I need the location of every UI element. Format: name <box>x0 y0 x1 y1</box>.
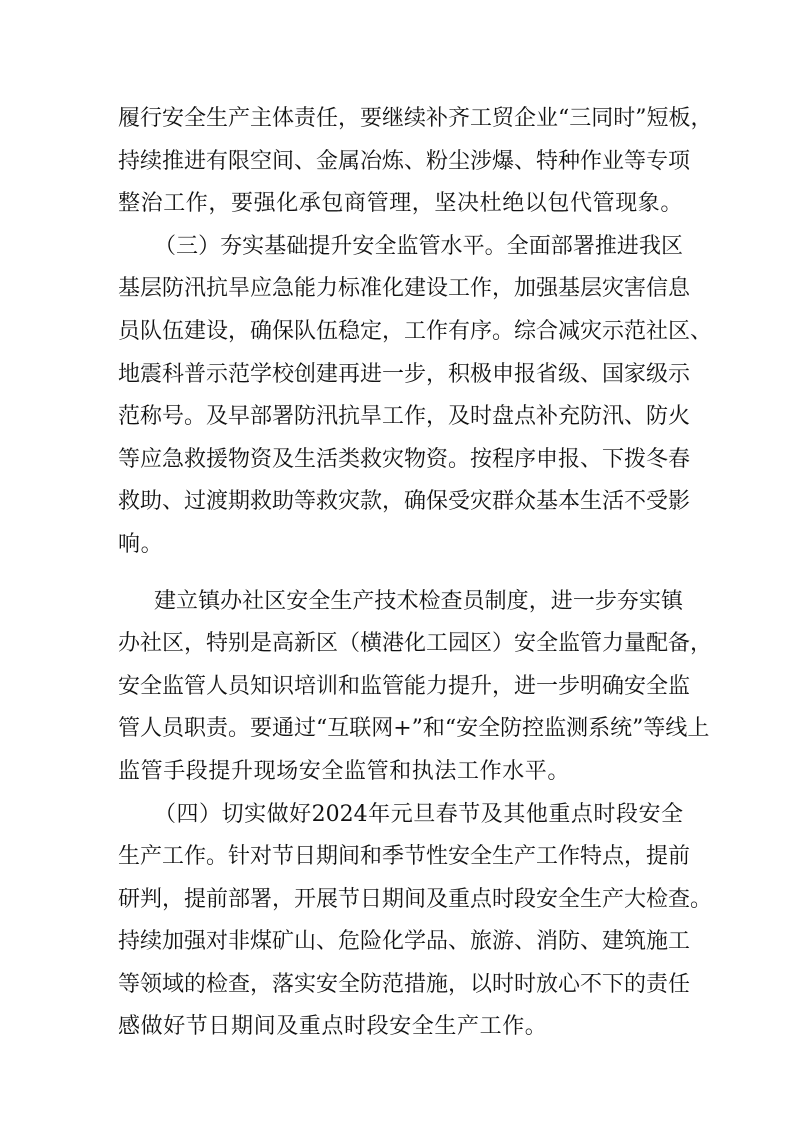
text-line: 履行安全生产主体责任，要继续补齐工贸企业“三同时”短板， <box>118 106 713 131</box>
text-line: 办社区，特别是高新区（横港化工园区）安全监管力量配备， <box>118 631 713 657</box>
text-line: 生产工作。针对节日期间和季节性安全生产工作特点，提前 <box>118 844 691 870</box>
text-line: 等领域的检查，落实安全防范措施，以时时放心不下的责任 <box>118 971 691 997</box>
text-line: 响。 <box>118 531 164 557</box>
section-heading-line: （三）夯实基础提升安全监管水平。全面部署推进我区 <box>154 233 683 259</box>
text-line: 基层防汛抗旱应急能力标准化建设工作，加强基层灾害信息 <box>118 276 691 302</box>
text-line: 感做好节日期间及重点时段安全生产工作。 <box>118 1014 548 1040</box>
paragraph-section-3 <box>118 226 713 567</box>
text-line: 监管手段提升现场安全监管和执法工作水平。 <box>118 758 571 784</box>
text-line: 地震科普示范学校创建再进一步，积极申报省级、国家级示 <box>118 361 691 387</box>
text-line: 持续加强对非煤矿山、危险化学品、旅游、消防、建筑施工 <box>118 929 691 955</box>
text-line: 范称号。及早部署防汛抗旱工作，及时盘点补充防汛、防火 <box>118 404 691 430</box>
text-line: 研判，提前部署，开展节日期间及重点时段安全生产大检查。 <box>118 886 713 912</box>
document-page <box>118 98 713 1049</box>
text-line: 持续推进有限空间、金属冶炼、粉尘涉爆、特种作业等专项 <box>118 148 691 174</box>
text-line: 救助、过渡期救助等救灾款，确保受灾群众基本生活不受影 <box>118 489 691 515</box>
text-line: 整治工作，要强化承包商管理，坚决杜绝以包代管现象。 <box>118 191 684 217</box>
text-line: 等应急救援物资及生活类救灾物资。按程序申报、下拨冬春 <box>118 446 691 472</box>
text-line: 安全监管人员知识培训和监管能力提升，进一步明确安全监 <box>118 673 691 699</box>
text-line: 建立镇办社区安全生产技术检查员制度，进一步夯实镇 <box>154 588 683 614</box>
paragraph-inspector-system <box>118 581 713 794</box>
section-heading-line: （四）切实做好2024年元旦春节及其他重点时段安全 <box>154 801 683 827</box>
text-line: 管人员职责。要通过“互联网+”和“安全防控监测系统”等线上 <box>118 716 710 742</box>
paragraph-section-4 <box>118 794 713 1050</box>
text-line: 员队伍建设，确保队伍稳定，工作有序。综合减灾示范社区、 <box>118 318 713 344</box>
paragraph-continuation <box>118 98 713 226</box>
